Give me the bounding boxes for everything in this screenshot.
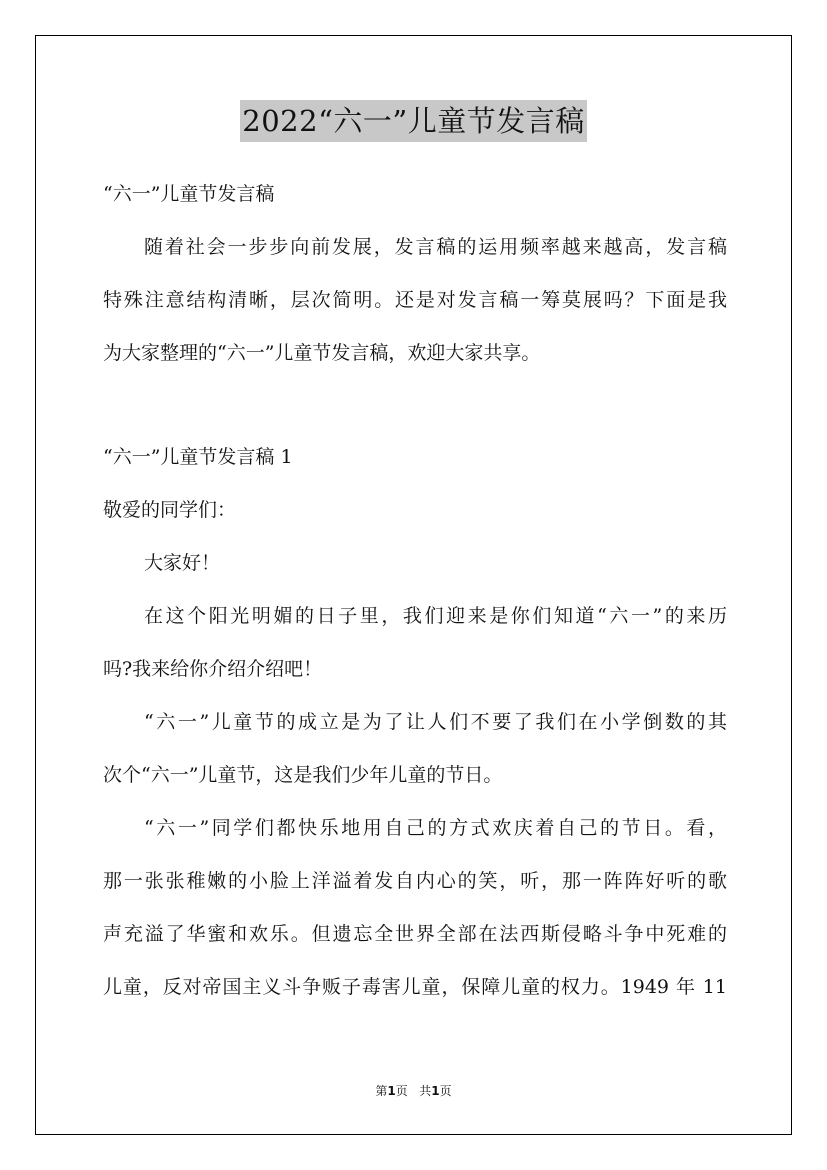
intro-line-3: 为大家整理的“六一”儿童节发言稿，欢迎大家共享。 (103, 342, 541, 364)
paragraph-2-line-2: 次个“六一”儿童节，这是我们少年儿童的节日。 (103, 764, 503, 786)
page-footer (0, 1082, 827, 1099)
document-body (103, 174, 727, 1007)
footer-total-prefix: 共 (419, 1084, 432, 1098)
paragraph-2-line-1: “六一”儿童节的成立是为了让人们不要了我们在小学倒数的其 (144, 711, 727, 733)
paragraph-1-line-2: 吗?我来给你介绍介绍吧！ (103, 658, 323, 680)
intro-line-2: 特殊注意结构清晰，层次简明。还是对发言稿一筹莫展吗？下面是我 (103, 289, 727, 311)
paragraph-3-line-1: “六一”同学们都快乐地用自己的方式欢庆着自己的节日。看， (144, 817, 727, 839)
paragraph-3-line-3: 声充溢了华蜜和欢乐。但遗忘全世界全部在法西斯侵略斗争中死难的 (103, 923, 727, 945)
document-subtitle: “六一”儿童节发言稿 (103, 183, 275, 205)
greeting: 大家好！ (144, 552, 221, 574)
footer-total-number: 1 (431, 1084, 440, 1098)
footer-page-prefix: 第 (375, 1084, 388, 1098)
title-container (0, 100, 827, 142)
salutation: 敬爱的同学们： (103, 499, 237, 521)
paragraph-1-line-1: 在这个阳光明媚的日子里，我们迎来是你们知道“六一”的来历 (144, 605, 727, 627)
footer-total-suffix: 页 (439, 1084, 452, 1098)
paragraph-3-line-2: 那一张张稚嫩的小脸上洋溢着发自内心的笑，听，那一阵阵好听的歌 (103, 870, 727, 892)
document-title: 2022“六一”儿童节发言稿 (240, 100, 586, 142)
section-heading: “六一”儿童节发言稿 1 (103, 446, 293, 468)
intro-line-1: 随着社会一步步向前发展，发言稿的运用频率越来越高，发言稿 (144, 236, 727, 258)
footer-page-number: 1 (387, 1084, 396, 1098)
footer-page-suffix: 页 (395, 1084, 408, 1098)
paragraph-3-line-4: 儿童，反对帝国主义斗争贩子毒害儿童，保障儿童的权力。1949 年 11 (103, 976, 727, 998)
